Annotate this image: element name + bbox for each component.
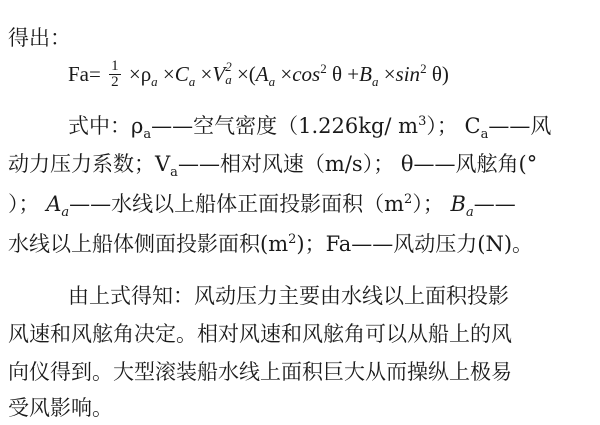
a-sub: a: [268, 74, 276, 90]
formula-lhs: Fa=: [68, 62, 101, 86]
p1l1-sub2: a: [480, 127, 489, 143]
p1l1-sup: 3: [418, 114, 427, 129]
rparen: ): [441, 62, 449, 86]
times-3: ×: [200, 62, 213, 86]
a-symbol: A: [255, 62, 269, 86]
rho-sub: a: [151, 74, 158, 90]
times-5: ×: [280, 62, 293, 86]
heading: 得出：: [8, 26, 71, 50]
v-symbol: V: [212, 62, 226, 86]
p1l4-sup: 2: [288, 232, 297, 247]
p1l3-B: B: [450, 192, 466, 216]
p1l1-a: 式中：ρ: [68, 114, 144, 138]
plus: +: [347, 62, 360, 86]
times-4: ×: [236, 62, 249, 86]
para1-line1: [68, 112, 552, 143]
c-sub: a: [188, 74, 196, 90]
p1l2-b: ——相对风速（m/s）； θ——风舷角(°: [177, 152, 538, 176]
para2-line1: 由上式得知：风动压力主要由水线以上面积投影: [68, 284, 509, 308]
para1-line2: [8, 150, 538, 181]
sin-sup: 2: [420, 61, 427, 76]
cos-sup: 2: [320, 61, 327, 76]
v-supsub: [225, 60, 232, 86]
p1l3-A: A: [46, 192, 62, 216]
p1l2-sub: a: [170, 165, 178, 181]
sin-fn: sin: [395, 62, 421, 86]
fraction-denominator: 2: [111, 73, 119, 90]
p1l3-a: ）；: [8, 192, 40, 216]
p1l1-c: ——空气密度（1.226kg/ m: [151, 114, 419, 138]
para1-line3: [8, 190, 516, 221]
p1l3-sup: 2: [404, 192, 413, 207]
times-6: ×: [383, 62, 396, 86]
formula-fraction: [109, 59, 121, 90]
v-sup: 2: [225, 59, 232, 75]
cos-fn: cos: [292, 62, 321, 86]
para2-line4: 受风影响。: [8, 396, 113, 420]
lparen: (: [248, 62, 256, 86]
theta-2: θ: [431, 62, 442, 86]
para2-line2: 风速和风舷角决定。相对风速和风舷角可以从船上的风: [8, 322, 512, 346]
p1l3-A-sub: a: [61, 205, 70, 221]
rho-symbol: ρ: [140, 62, 152, 86]
p1l1-e: ）； C: [426, 114, 481, 138]
theta-1: θ: [331, 62, 343, 86]
p1l4-a: 水线以上船体侧面投影面积(m: [8, 232, 289, 256]
p1l3-d: ——: [473, 192, 516, 216]
para2-line3: 向仪得到。大型滚装船水线上面积巨大从而操纵上极易: [8, 360, 512, 384]
p1l3-B-sub: a: [465, 205, 474, 221]
para1-line4: [8, 230, 533, 258]
p1l3-b: ——水线以上船体正面投影面积（m: [69, 192, 405, 216]
p1l2-a: 动力压力系数；V: [8, 152, 171, 176]
c-symbol: C: [174, 62, 189, 86]
times-2: ×: [162, 62, 175, 86]
fraction-numerator: 1: [111, 57, 119, 74]
p1l4-b: )；Fa——风动压力(N)。: [296, 232, 534, 256]
formula: [68, 57, 449, 92]
v-sub: a: [225, 72, 232, 88]
p1l1-g: ——风: [488, 114, 552, 138]
p1l3-c: ）；: [412, 192, 444, 216]
p1l1-sub: a: [143, 127, 152, 143]
b-symbol: B: [359, 62, 372, 86]
b-sub: a: [371, 74, 379, 90]
times-1: ×: [128, 62, 141, 86]
